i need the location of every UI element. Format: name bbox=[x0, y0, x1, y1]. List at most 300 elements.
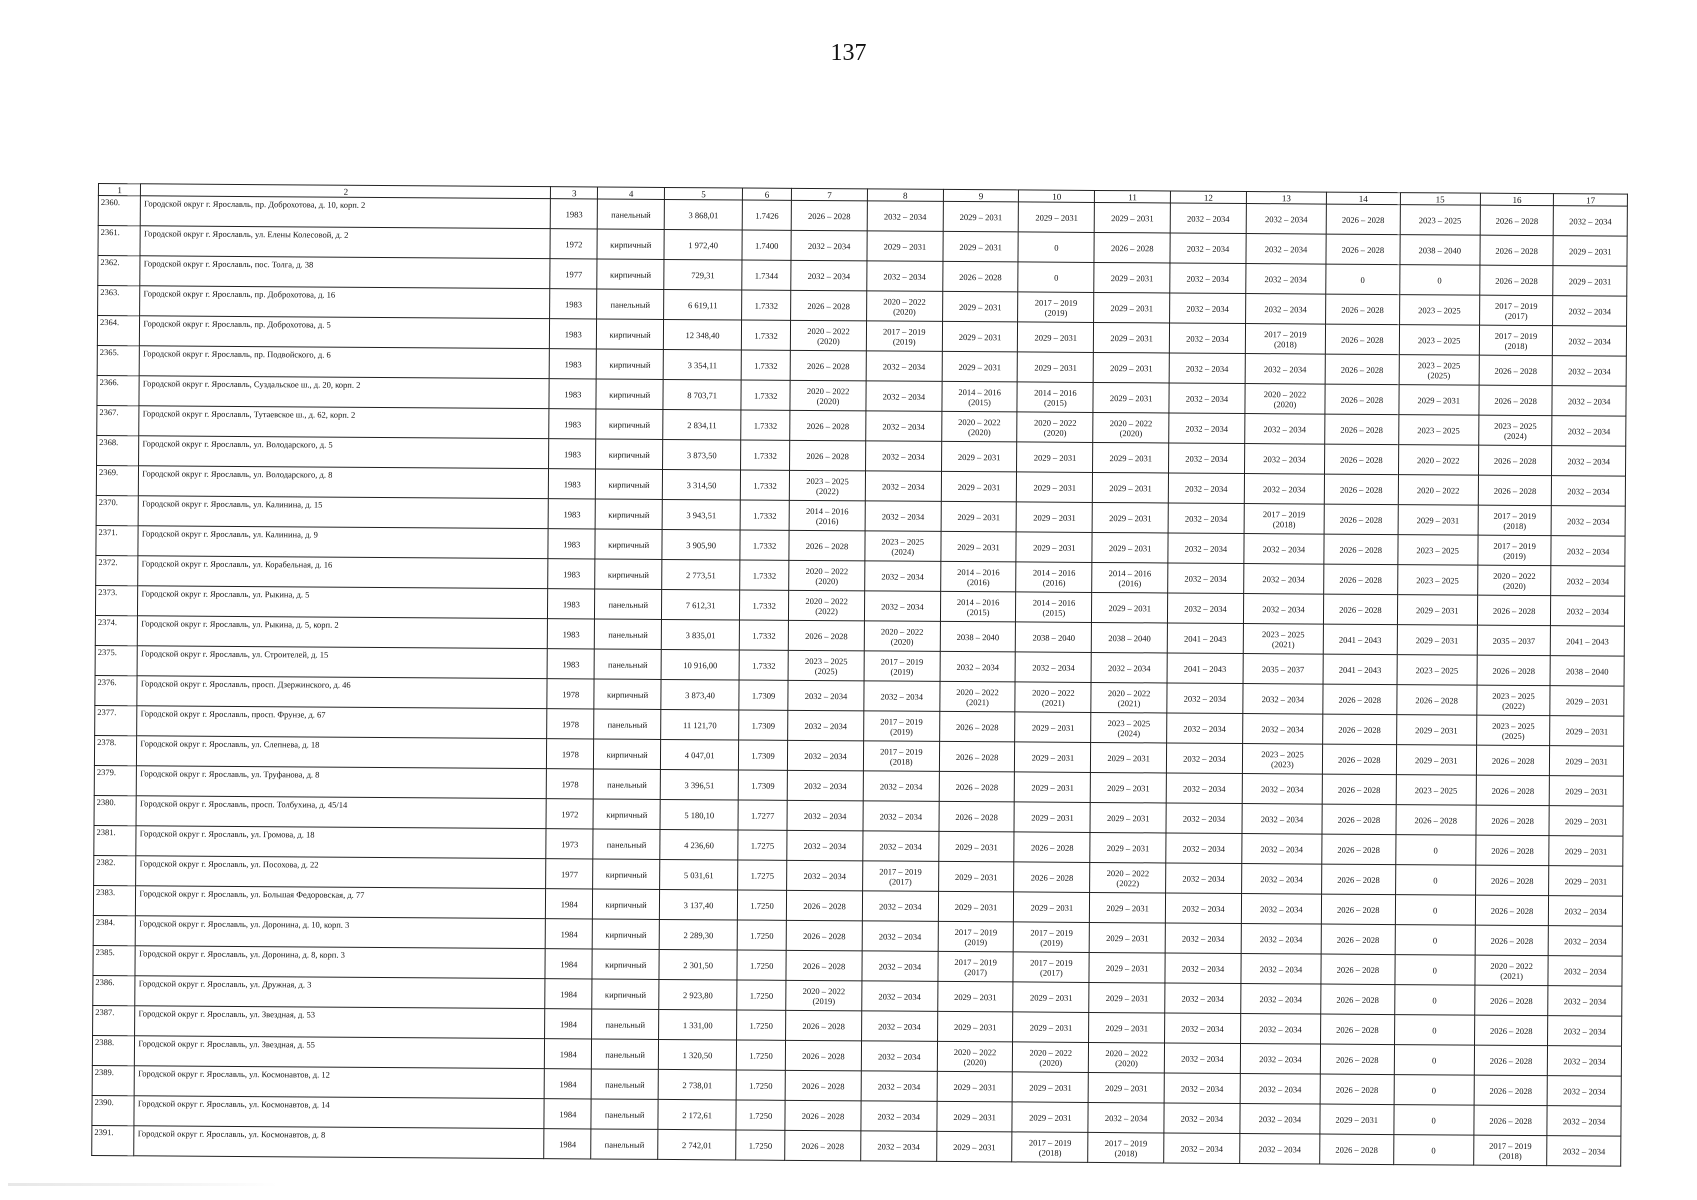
cell-text: Городской округ г. Ярославль, ул. Доронина, д. 10, корп. 3 bbox=[139, 918, 350, 930]
cell-text: 0 bbox=[1433, 874, 1438, 885]
value-cell bbox=[941, 411, 1017, 442]
value-cell bbox=[738, 770, 787, 800]
cell-text: кирпичный bbox=[605, 959, 647, 970]
cell-text: 2032 – 2034 bbox=[1263, 483, 1306, 494]
cell-text: 2386. bbox=[95, 977, 115, 988]
cell-text: 2026 – 2028 bbox=[1492, 605, 1536, 616]
value-cell bbox=[1017, 382, 1093, 413]
cell-text: Городской округ г. Ярославль, ул. Елены Колесовой, д. 2 bbox=[143, 228, 349, 240]
cell-text: 2032 – 2034 bbox=[1186, 333, 1229, 344]
address-cell bbox=[138, 526, 548, 559]
value-cell bbox=[1243, 594, 1323, 625]
cell-text: 2029 – 2031 bbox=[958, 361, 1002, 372]
value-cell bbox=[1325, 444, 1399, 475]
cell-text: 2389. bbox=[94, 1066, 114, 1078]
value-cell bbox=[1168, 533, 1244, 564]
value-cell bbox=[1322, 834, 1396, 865]
value-cell bbox=[863, 831, 939, 862]
value-cell bbox=[547, 679, 594, 709]
cell-text: 2032 – 2034 bbox=[881, 570, 924, 582]
cell-text: 2029 – 2031 bbox=[1107, 782, 1150, 793]
cell-text: 2032 – 2034 bbox=[1260, 903, 1303, 914]
cell-subtext: (2025) bbox=[1427, 369, 1451, 380]
value-cell bbox=[1164, 1133, 1240, 1164]
cell-text: 2032 – 2034 bbox=[1566, 545, 1610, 557]
value-cell bbox=[1094, 232, 1170, 263]
value-cell bbox=[742, 230, 791, 260]
cell-text: 0 bbox=[1431, 1144, 1436, 1155]
cell-text: 1 320,50 bbox=[682, 1049, 713, 1060]
cell-text: Городской округ г. Ярославль, просп. Толбухина, д. 45/14 bbox=[139, 798, 348, 810]
value-cell bbox=[1013, 1012, 1089, 1043]
cell-text: 0 bbox=[1432, 934, 1438, 945]
value-cell bbox=[1323, 684, 1397, 715]
cell-text: 7 612,31 bbox=[685, 599, 716, 610]
cell-text: 1.7250 bbox=[749, 1050, 773, 1061]
value-cell bbox=[867, 231, 943, 262]
cell-text: 1978 bbox=[561, 778, 579, 789]
cell-text: 2032 – 2034 bbox=[1568, 365, 1611, 377]
cell-text: 2026 – 2028 bbox=[805, 540, 849, 551]
value-cell bbox=[1169, 413, 1245, 444]
column-header-1: 1 bbox=[98, 184, 140, 196]
value-cell bbox=[1549, 896, 1623, 927]
address-cell bbox=[135, 946, 545, 979]
cell-text: 2029 – 2031 bbox=[1029, 992, 1073, 1003]
cell-text: 2041 – 2043 bbox=[1338, 664, 1382, 675]
value-cell bbox=[737, 980, 786, 1010]
value-cell bbox=[592, 1009, 659, 1039]
value-cell bbox=[943, 231, 1019, 262]
value-cell bbox=[658, 1099, 736, 1130]
value-cell bbox=[595, 529, 662, 559]
value-cell bbox=[1479, 295, 1553, 326]
value-cell bbox=[1090, 862, 1166, 893]
value-cell bbox=[1398, 475, 1478, 506]
value-cell bbox=[863, 741, 939, 772]
cell-text: 2032 – 2034 bbox=[1567, 395, 1611, 407]
cell-text: 2020 – 2022 bbox=[1493, 570, 1536, 581]
cell-text: 2032 – 2034 bbox=[880, 690, 924, 702]
cell-text: 2020 – 2022 bbox=[1416, 484, 1460, 496]
cell-text: 2384. bbox=[95, 917, 116, 928]
cell-text: 2029 – 2031 bbox=[1110, 272, 1154, 283]
value-cell bbox=[738, 800, 787, 830]
cell-text: 1984 bbox=[560, 958, 578, 969]
value-cell bbox=[938, 921, 1014, 952]
value-cell bbox=[659, 919, 737, 950]
cell-text: 2032 – 2034 bbox=[1104, 1112, 1148, 1123]
cell-text: Городской округ г. Ярославль, просп. Фрунзе, д. 67 bbox=[140, 708, 326, 720]
value-cell bbox=[1017, 472, 1093, 503]
cell-text: 2020 – 2022 bbox=[805, 595, 848, 606]
cell-text: кирпичный bbox=[607, 569, 650, 580]
cell-text: Городской округ г. Ярославль, ул. Володарского, д. 8 bbox=[142, 468, 333, 480]
cell-subtext: (2016) bbox=[1042, 577, 1066, 588]
value-cell bbox=[1326, 264, 1400, 295]
cell-text: 0 bbox=[1360, 274, 1365, 285]
value-cell bbox=[1322, 744, 1396, 775]
cell-text: 2032 – 2034 bbox=[1180, 1113, 1224, 1124]
cell-text: 2387. bbox=[95, 1007, 115, 1018]
cell-text: 1.7250 bbox=[750, 900, 774, 911]
cell-text: 2020 – 2022 bbox=[805, 565, 849, 576]
cell-text: 1.7332 bbox=[752, 540, 777, 551]
value-cell bbox=[1167, 713, 1243, 744]
value-cell bbox=[786, 950, 862, 981]
value-cell bbox=[591, 1099, 658, 1129]
cell-subtext: (2022) bbox=[816, 485, 839, 496]
cell-text: 2032 – 2034 bbox=[1183, 753, 1226, 764]
value-cell bbox=[1548, 1016, 1622, 1047]
cell-text: 2029 – 2031 bbox=[958, 301, 1002, 312]
value-cell bbox=[1553, 326, 1627, 357]
value-cell bbox=[1398, 445, 1478, 476]
value-cell bbox=[1167, 683, 1243, 714]
value-cell bbox=[593, 859, 660, 889]
row-number-cell bbox=[96, 555, 139, 585]
cell-text: 4 236,60 bbox=[684, 839, 714, 850]
cell-text: 2032 – 2034 bbox=[1567, 425, 1611, 437]
value-cell bbox=[1396, 775, 1476, 806]
cell-text: 2 742,01 bbox=[682, 1139, 712, 1150]
value-cell bbox=[1240, 1013, 1320, 1044]
cell-text: панельный bbox=[608, 599, 649, 610]
value-cell bbox=[864, 591, 940, 622]
cell-text: панельный bbox=[610, 299, 651, 310]
value-cell bbox=[865, 561, 941, 592]
cell-text: 2029 – 2031 bbox=[955, 841, 998, 852]
value-cell bbox=[1245, 324, 1325, 355]
value-cell bbox=[659, 979, 737, 1010]
value-cell bbox=[1242, 804, 1322, 835]
column-header-17: 17 bbox=[1554, 194, 1628, 207]
value-cell bbox=[1550, 686, 1624, 717]
cell-text: 2029 – 2031 bbox=[1034, 362, 1077, 373]
value-cell bbox=[1550, 716, 1624, 747]
cell-text: Городской округ г. Ярославль, ул. Калинина, д. 15 bbox=[142, 498, 323, 510]
value-cell bbox=[1399, 265, 1479, 296]
value-cell bbox=[791, 260, 867, 291]
cell-text: 2032 – 2034 bbox=[879, 810, 923, 822]
cell-text: 1.7332 bbox=[753, 510, 777, 521]
cell-text: 2020 – 2022 bbox=[883, 295, 926, 307]
cell-text: 2029 – 2031 bbox=[1105, 1082, 1148, 1093]
row-number-cell bbox=[92, 1065, 135, 1095]
cell-text: 2014 – 2016 bbox=[1032, 597, 1076, 608]
value-cell bbox=[737, 950, 786, 980]
value-cell bbox=[1016, 622, 1092, 653]
value-cell bbox=[1325, 414, 1399, 445]
address-cell bbox=[140, 316, 550, 349]
cell-text: 2032 – 2034 bbox=[877, 1080, 921, 1092]
cell-text: 2026 – 2028 bbox=[1492, 665, 1536, 676]
cell-text: 2026 – 2028 bbox=[1493, 455, 1537, 466]
value-cell bbox=[790, 350, 866, 381]
cell-text: 1.7275 bbox=[750, 870, 775, 881]
value-cell bbox=[789, 470, 865, 501]
cell-text: 2014 – 2016 bbox=[805, 505, 849, 516]
cell-text: 1.7332 bbox=[754, 330, 778, 341]
value-cell bbox=[1244, 444, 1324, 475]
cell-text: 2032 – 2034 bbox=[879, 780, 923, 792]
address-cell bbox=[139, 406, 549, 439]
cell-text: 2026 – 2028 bbox=[1336, 994, 1379, 1005]
cell-subtext: (2015) bbox=[966, 606, 990, 617]
cell-text: 0 bbox=[1431, 1114, 1436, 1125]
cell-subtext: (2018) bbox=[1503, 520, 1527, 531]
row-number-cell bbox=[97, 435, 140, 465]
value-cell bbox=[593, 769, 660, 799]
value-cell bbox=[789, 590, 865, 621]
cell-text: 2032 – 2034 bbox=[807, 270, 851, 281]
value-cell bbox=[937, 1011, 1013, 1042]
value-cell bbox=[939, 801, 1015, 832]
value-cell bbox=[866, 291, 942, 322]
cell-text: кирпичный bbox=[607, 689, 649, 700]
value-cell bbox=[593, 889, 660, 919]
value-cell bbox=[1477, 655, 1551, 686]
cell-text: 2368. bbox=[99, 437, 119, 448]
cell-text: 2032 – 2034 bbox=[1259, 933, 1303, 944]
value-cell bbox=[662, 559, 740, 590]
cell-text: 2032 – 2034 bbox=[1108, 662, 1151, 673]
cell-text: 2029 – 2031 bbox=[1106, 902, 1149, 913]
value-cell bbox=[1092, 502, 1168, 533]
value-cell bbox=[1018, 322, 1094, 353]
cell-subtext: (2019) bbox=[890, 666, 914, 677]
cell-text: 2026 – 2028 bbox=[1491, 755, 1535, 766]
value-cell bbox=[1164, 1103, 1240, 1134]
value-cell bbox=[739, 740, 788, 770]
cell-subtext: (2024) bbox=[1504, 430, 1527, 441]
row-number-cell bbox=[98, 226, 141, 256]
cell-text: 2023 – 2025 bbox=[881, 535, 925, 547]
cell-text: 2032 – 2034 bbox=[1259, 1053, 1302, 1064]
cell-text: 2026 – 2028 bbox=[955, 781, 999, 792]
cell-text: 2026 – 2028 bbox=[1414, 814, 1458, 826]
cell-text: 2026 – 2028 bbox=[1491, 815, 1534, 826]
value-cell bbox=[740, 470, 789, 500]
cell-text: 2017 – 2019 bbox=[880, 655, 924, 667]
cell-subtext: (2019) bbox=[964, 936, 988, 947]
cell-text: Городской округ г. Ярославль, просп. Дзержинского, д. 46 bbox=[140, 678, 351, 690]
cell-text: 2014 – 2016 bbox=[1034, 387, 1077, 398]
cell-text: 2032 – 2034 bbox=[1567, 455, 1611, 467]
value-cell bbox=[936, 1131, 1012, 1162]
row-number-cell bbox=[93, 975, 136, 1005]
value-cell bbox=[1166, 773, 1242, 804]
cell-text: 2026 – 2028 bbox=[1495, 275, 1538, 286]
cell-text: 2014 – 2016 bbox=[958, 386, 1001, 397]
cell-text: 2020 – 2022 bbox=[1417, 454, 1460, 466]
cell-text: 2026 – 2028 bbox=[802, 960, 846, 971]
value-cell bbox=[942, 321, 1018, 352]
value-cell bbox=[938, 951, 1014, 982]
cell-text: 2032 – 2034 bbox=[1181, 1023, 1224, 1034]
cell-text: 2026 – 2028 bbox=[1493, 485, 1537, 496]
cell-text: 2361. bbox=[100, 227, 120, 238]
value-cell bbox=[1093, 472, 1169, 503]
cell-text: 2026 – 2028 bbox=[1490, 935, 1534, 946]
value-cell bbox=[863, 771, 939, 802]
value-cell bbox=[1550, 776, 1624, 807]
cell-text: 2026 – 2028 bbox=[805, 630, 848, 641]
cell-subtext: (2025) bbox=[1501, 730, 1525, 741]
value-cell bbox=[1552, 476, 1626, 507]
column-header-12: 12 bbox=[1170, 191, 1246, 204]
cell-text: 2029 – 2031 bbox=[1029, 1112, 1072, 1123]
row-number-cell bbox=[94, 855, 137, 885]
cell-text: 2014 – 2016 bbox=[1108, 567, 1152, 578]
cell-text: 1.7250 bbox=[749, 1080, 773, 1091]
cell-text: 2029 – 2031 bbox=[1031, 782, 1074, 793]
cell-text: 2026 – 2028 bbox=[1338, 754, 1381, 765]
cell-text: 1978 bbox=[562, 718, 580, 729]
cell-text: 2032 – 2034 bbox=[878, 990, 921, 1002]
cell-text: 2032 – 2034 bbox=[883, 210, 927, 222]
value-cell bbox=[1246, 264, 1326, 295]
cell-text: 2029 – 2031 bbox=[1033, 482, 1077, 493]
row-number-cell bbox=[98, 256, 141, 286]
cell-text: 2023 – 2025 bbox=[1416, 544, 1459, 556]
value-cell bbox=[737, 920, 786, 950]
value-cell bbox=[1394, 985, 1474, 1016]
cell-text: 2026 – 2028 bbox=[1495, 245, 1538, 256]
value-cell bbox=[1244, 474, 1324, 505]
cell-text: кирпичный bbox=[608, 539, 650, 550]
value-cell bbox=[741, 380, 790, 410]
cell-text: 2366. bbox=[99, 377, 119, 388]
cell-text: 1984 bbox=[559, 1018, 578, 1029]
column-header-7: 7 bbox=[792, 188, 868, 201]
value-cell bbox=[663, 379, 741, 410]
cell-text: 2026 – 2028 bbox=[1338, 694, 1382, 705]
cell-text: 2391. bbox=[94, 1126, 114, 1138]
cell-subtext: (2021) bbox=[1117, 697, 1141, 708]
row-number-cell bbox=[94, 825, 137, 855]
cell-text: 2032 – 2034 bbox=[803, 810, 847, 821]
cell-text: 2029 – 2031 bbox=[1108, 602, 1152, 613]
value-cell bbox=[791, 230, 867, 261]
row-number-cell bbox=[97, 316, 140, 346]
cell-text: Городской округ г. Ярославль, ул. Калинина, д. 9 bbox=[141, 528, 318, 540]
value-cell bbox=[664, 229, 742, 260]
value-cell bbox=[788, 710, 864, 741]
cell-text: 2026 – 2028 bbox=[1494, 395, 1537, 406]
cell-text: 2029 – 2031 bbox=[957, 511, 1001, 522]
value-cell bbox=[1324, 564, 1398, 595]
value-cell bbox=[861, 1011, 937, 1042]
cell-text: Городской округ г. Ярославль, пр. Доброхотова, д. 5 bbox=[143, 318, 331, 330]
value-cell bbox=[741, 350, 790, 380]
value-cell bbox=[1547, 1106, 1621, 1137]
cell-text: 2026 – 2028 bbox=[955, 751, 999, 762]
value-cell bbox=[939, 741, 1015, 772]
cell-text: 2020 – 2022 bbox=[1107, 687, 1151, 698]
value-cell bbox=[548, 529, 595, 559]
address-cell bbox=[137, 706, 547, 739]
cell-text: Городской округ г. Ярославль, ул. Корабельная, д. 16 bbox=[141, 558, 333, 570]
value-cell bbox=[937, 981, 1013, 1012]
value-cell bbox=[1243, 684, 1323, 715]
cell-text: 2032 – 2034 bbox=[1181, 993, 1225, 1004]
value-cell bbox=[862, 951, 938, 982]
value-cell bbox=[1396, 745, 1476, 776]
value-cell bbox=[742, 260, 791, 290]
value-cell bbox=[1321, 894, 1395, 925]
address-cell bbox=[134, 1126, 544, 1159]
value-cell bbox=[790, 320, 866, 351]
cell-text: Городской округ г. Ярославль, ул. Володарского, д. 5 bbox=[142, 438, 333, 450]
cell-text: 0 bbox=[1432, 1024, 1437, 1035]
value-cell bbox=[1397, 535, 1477, 566]
cell-subtext: (2018) bbox=[1504, 340, 1528, 351]
cell-subtext: (2015) bbox=[1043, 397, 1067, 408]
cell-text: Городской округ г. Ярославль, пр. Доброхотова, д. 16 bbox=[143, 288, 336, 300]
cell-text: кирпичный bbox=[609, 269, 652, 280]
cell-text: 2029 – 2031 bbox=[1565, 725, 1609, 737]
cell-text: 2023 – 2025 bbox=[1492, 720, 1535, 731]
cell-text: 2029 – 2031 bbox=[1564, 815, 1608, 827]
cell-text: 2029 – 2031 bbox=[1029, 1082, 1072, 1093]
cell-text: 2020 – 2022 bbox=[1106, 867, 1150, 878]
row-number-cell bbox=[95, 615, 138, 645]
value-cell bbox=[596, 469, 663, 499]
cell-text: 2032 – 2034 bbox=[1563, 965, 1607, 977]
value-cell bbox=[1320, 1044, 1394, 1075]
cell-subtext: (2019) bbox=[890, 726, 913, 737]
cell-text: 2032 – 2034 bbox=[1259, 963, 1303, 974]
value-cell bbox=[1475, 955, 1549, 986]
value-cell bbox=[1088, 1072, 1164, 1103]
value-cell bbox=[736, 1130, 785, 1160]
value-cell bbox=[864, 621, 940, 652]
cell-text: 2029 – 2031 bbox=[1105, 1022, 1149, 1033]
value-cell bbox=[1244, 534, 1324, 565]
value-cell bbox=[1245, 414, 1325, 445]
cell-text: 3 943,51 bbox=[686, 509, 717, 520]
cell-text: 2023 – 2025 bbox=[1494, 420, 1537, 431]
value-cell bbox=[1477, 595, 1551, 626]
value-cell bbox=[1014, 862, 1090, 893]
cell-text: 2032 – 2034 bbox=[803, 870, 846, 881]
value-cell bbox=[549, 409, 596, 439]
value-cell bbox=[659, 1009, 737, 1040]
cell-text: 2032 – 2034 bbox=[1564, 905, 1607, 917]
cell-text: 2026 – 2028 bbox=[1336, 934, 1380, 945]
value-cell bbox=[1478, 445, 1552, 476]
value-cell bbox=[1014, 892, 1090, 923]
cell-text: панельный bbox=[605, 1079, 645, 1090]
value-cell bbox=[595, 619, 662, 649]
cell-text: 2026 – 2028 bbox=[1494, 365, 1538, 376]
value-cell bbox=[546, 889, 593, 919]
cell-text: 5 180,10 bbox=[684, 809, 715, 820]
value-cell bbox=[938, 891, 1014, 922]
value-cell bbox=[1475, 865, 1549, 896]
cell-text: 2032 – 2034 bbox=[1563, 995, 1607, 1007]
cell-text: 2032 – 2034 bbox=[956, 661, 1000, 672]
value-cell bbox=[1478, 565, 1552, 596]
address-cell bbox=[140, 256, 550, 289]
cell-text: 2032 – 2034 bbox=[877, 1050, 921, 1062]
cell-text: 2029 – 2031 bbox=[1107, 752, 1150, 763]
cell-text: 2367. bbox=[99, 407, 119, 418]
value-cell bbox=[1399, 385, 1479, 416]
value-cell bbox=[1323, 654, 1397, 685]
value-cell bbox=[1477, 685, 1551, 716]
